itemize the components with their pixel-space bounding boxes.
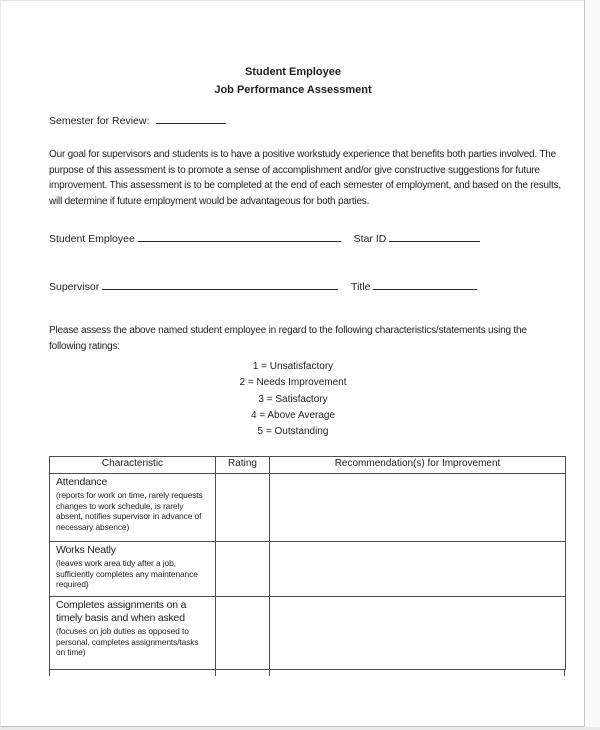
student-employee-label: Student Employee [49, 233, 135, 245]
student-employee-input-line[interactable] [138, 231, 341, 242]
characteristic-cell [50, 597, 216, 670]
rating-cell[interactable] [216, 597, 270, 670]
assessment-table-wrap [49, 456, 565, 676]
characteristic-title: Works Neatly [56, 544, 116, 556]
title-label: Title [351, 281, 371, 293]
supervisor-row [49, 279, 477, 293]
rating-scale-item: 2 = Needs Improvement [239, 377, 347, 389]
header-recommendation: Recommendation(s) for Improvement [270, 457, 566, 474]
document-title-line1: Student Employee [245, 66, 341, 78]
rating-cell[interactable] [216, 474, 270, 542]
rating-scale-item: 1 = Unsatisfactory [252, 361, 334, 372]
table-row-partial-cutoff [49, 670, 565, 676]
rating-scale-item: 4 = Above Average [250, 409, 336, 421]
rating-scale-item: 5 = Outstanding [257, 426, 329, 438]
characteristic-description: (focuses on job duties as opposed to personal, completes assignments/tasks on time) [56, 626, 199, 658]
document-title [1, 63, 585, 99]
table-row [50, 597, 566, 670]
recommendation-cell[interactable] [270, 597, 566, 670]
column-divider [215, 670, 216, 676]
characteristic-cell [50, 542, 216, 597]
student-employee-row [49, 231, 480, 245]
document-title-line2: Job Performance Assessment [214, 84, 372, 96]
semester-for-review-row [49, 113, 226, 127]
star-id-label: Star ID [353, 233, 387, 245]
rating-cell[interactable] [216, 542, 270, 597]
table-row [50, 474, 566, 542]
characteristic-title: Attendance [56, 476, 108, 488]
header-characteristic: Characteristic [50, 457, 216, 474]
characteristic-title: Completes assignments on a timely basis and when asked [56, 599, 187, 624]
characteristic-cell [50, 474, 216, 542]
supervisor-input-line[interactable] [102, 279, 338, 290]
column-divider [269, 670, 270, 676]
table-header-row [50, 457, 566, 474]
recommendation-cell[interactable] [270, 542, 566, 597]
semester-label: Semester for Review: [49, 115, 150, 127]
table-row [50, 542, 566, 597]
assessment-table [49, 456, 566, 670]
recommendation-cell[interactable] [270, 474, 566, 542]
ratings-scale-list [1, 359, 585, 440]
characteristic-description: (reports for work on time, rarely requests changes to work schedule, is rarely absent, notifies supervisor in advance of necessary absence) [56, 490, 203, 532]
header-rating: Rating [216, 457, 270, 474]
intro-paragraph: Our goal for supervisors and students is to have a positive workstudy experience that benefits both parties involved. The purpose of this assessment is to promote a sense of accomplishment and/or give constructive suggestions for future improvement. This assessment is to be completed at the end of each semester of employment, and based on the results, will determine if future employment would be advantageous for both parties. [49, 149, 561, 207]
supervisor-label: Supervisor [49, 281, 100, 293]
rating-scale-item: 3 = Satisfactory [258, 393, 328, 405]
semester-input-line[interactable] [156, 113, 226, 124]
star-id-input-line[interactable] [389, 231, 480, 242]
instructions-paragraph: Please assess the above named student employee in regard to the following characteristics/statements using the following ratings: [49, 325, 527, 352]
characteristic-description: (leaves work area tidy after a job, sufficiently completes any maintenance required) [56, 558, 198, 590]
title-input-line[interactable] [373, 279, 477, 290]
